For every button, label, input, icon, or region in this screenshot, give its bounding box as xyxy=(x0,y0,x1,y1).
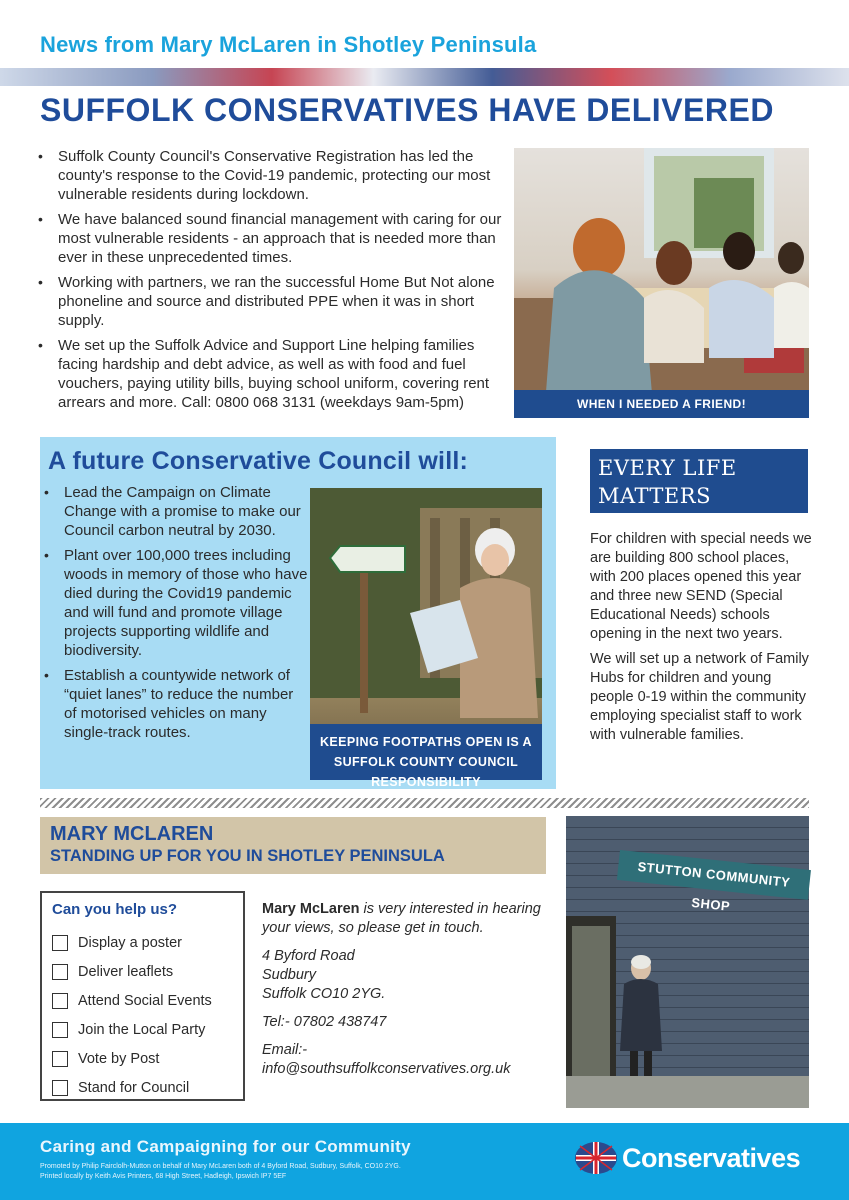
help-option-deliver-leaflets[interactable] xyxy=(52,957,233,986)
email-label: Email:- xyxy=(262,1042,308,1058)
candidate-name: MARY MCLAREN xyxy=(50,823,214,845)
checkbox[interactable] xyxy=(52,1051,68,1067)
help-option-label: Attend Social Events xyxy=(78,992,212,1009)
candidate-banner xyxy=(40,817,546,874)
list-item: • Working with partners, we ran the successful Home But Not alone phoneline and source and distributed PPE when it was in short supply. xyxy=(34,273,504,330)
help-option-stand-for-council[interactable] xyxy=(52,1073,233,1102)
contact-phone[interactable]: Tel:- 07802 438747 xyxy=(262,1014,387,1030)
logo-text: Conservatives xyxy=(622,1142,801,1173)
footpath-photo xyxy=(310,488,542,789)
list-item: • We set up the Suffolk Advice and Support Line helping families facing hardship and debt advice, as well as with food and fuel vouchers, paying utility bills, buying school uniform, covering rent arrears and more. Call: 0800 068 3131 (weekdays 9am-5pm) xyxy=(34,336,504,412)
contact-intro xyxy=(262,900,547,938)
list-item: • Suffolk County Council's Conservative Registration has led the county's response to the Covid-19 pandemic, protecting our most vulnerable residents during lockdown. xyxy=(34,147,504,204)
photo-caption: KEEPING FOOTPATHS OPEN IS A SUFFOLK COUNTY COUNCIL RESPONSIBILITY xyxy=(310,724,542,780)
future-council-list xyxy=(40,483,308,748)
help-option-label: Join the Local Party xyxy=(78,1021,206,1038)
list-item: • Plant over 100,000 trees including woods in memory of those who have died during the Covid19 pandemic and will fund and promote village projects supporting wildlife and biodiversity. xyxy=(40,546,308,660)
volunteers-illustration xyxy=(514,148,809,418)
contact-intro-text: is very interested in hearing your views, so please get in touch. xyxy=(262,901,541,936)
help-option-label: Stand for Council xyxy=(78,1079,190,1096)
help-title: Can you help us? xyxy=(52,901,178,918)
future-council-heading: A future Conservative Council will: xyxy=(48,447,469,475)
candidate-subtitle: STANDING UP FOR YOU IN SHOTLEY PENINSULA xyxy=(50,847,445,865)
help-form xyxy=(40,891,245,1101)
conservatives-logo[interactable] xyxy=(574,1141,800,1175)
every-life-paragraph: We will set up a network of Family Hubs for children and young people 0-19 within the community employing specialist staff to work with vulnerable families. xyxy=(590,651,809,743)
every-life-body xyxy=(590,530,815,751)
help-option-vote-by-post[interactable] xyxy=(52,1044,233,1073)
help-option-label: Deliver leaflets xyxy=(78,963,174,980)
contact-email-block xyxy=(262,1041,547,1079)
checkbox[interactable] xyxy=(52,1080,68,1096)
contact-details xyxy=(262,900,547,1088)
help-option-join-party[interactable] xyxy=(52,1015,233,1044)
main-heading: SUFFOLK CONSERVATIVES HAVE DELIVERED xyxy=(40,92,774,128)
checkbox[interactable] xyxy=(52,993,68,1009)
list-item: • Establish a countywide network of “quiet lanes” to reduce the number of motorised vehicles on many single-track routes. xyxy=(40,666,308,742)
checkbox[interactable] xyxy=(52,1022,68,1038)
help-option-label: Vote by Post xyxy=(78,1050,160,1067)
section-divider xyxy=(40,798,809,808)
help-option-label: Display a poster xyxy=(78,934,182,951)
footer-imprint: Printed locally by Keith Avis Printers, 68 High Street, Hadleigh, Ipswich IP7 5EF xyxy=(40,1173,287,1180)
address-line: Sudbury xyxy=(262,967,317,983)
contact-address xyxy=(262,947,547,1004)
page-header-title: News from Mary McLaren in Shotley Peninsula xyxy=(40,32,537,57)
shop-sign: STUTTON COMMUNITY SHOP xyxy=(617,850,811,900)
email-link[interactable]: info@southsuffolkconservatives.org.uk xyxy=(262,1061,511,1077)
footer xyxy=(0,1123,849,1200)
community-shop-photo xyxy=(566,816,809,1108)
delivered-list xyxy=(34,147,504,418)
help-option-display-poster[interactable] xyxy=(52,928,233,957)
list-item: • We have balanced sound financial management with caring for our most vulnerable residents - an approach that is needed more than ever in these unprecedented times. xyxy=(34,210,504,267)
address-line: Suffolk CO10 2YG. xyxy=(262,986,386,1002)
checkbox[interactable] xyxy=(52,935,68,951)
address-line: 4 Byford Road xyxy=(262,948,355,964)
every-life-paragraph: For children with special needs we are building 800 school places, with 200 places opened this year and three new SEND (Special Educational Needs) schools opening in the next two years. xyxy=(590,531,812,642)
photo-caption: WHEN I NEEDED A FRIEND! xyxy=(514,390,809,418)
list-item: • Lead the Campaign on Climate Change with a promise to make our Council carbon neutral by 2030. xyxy=(40,483,308,540)
footer-imprint: Promoted by Philip Fairclolh-Mutton on behalf of Mary McLaren both of 4 Byford Road, Sudbury, Suffolk, CO10 2YG. xyxy=(40,1163,401,1170)
every-life-heading: EVERY LIFE MATTERS xyxy=(590,449,808,513)
tree-flag-icon xyxy=(574,1141,618,1175)
volunteers-photo xyxy=(514,148,809,418)
contact-name: Mary McLaren xyxy=(262,901,360,917)
footer-slogan: Caring and Campaigning for our Community xyxy=(40,1137,411,1156)
checkbox[interactable] xyxy=(52,964,68,980)
flag-banner-strip xyxy=(0,68,849,86)
help-option-social-events[interactable] xyxy=(52,986,233,1015)
